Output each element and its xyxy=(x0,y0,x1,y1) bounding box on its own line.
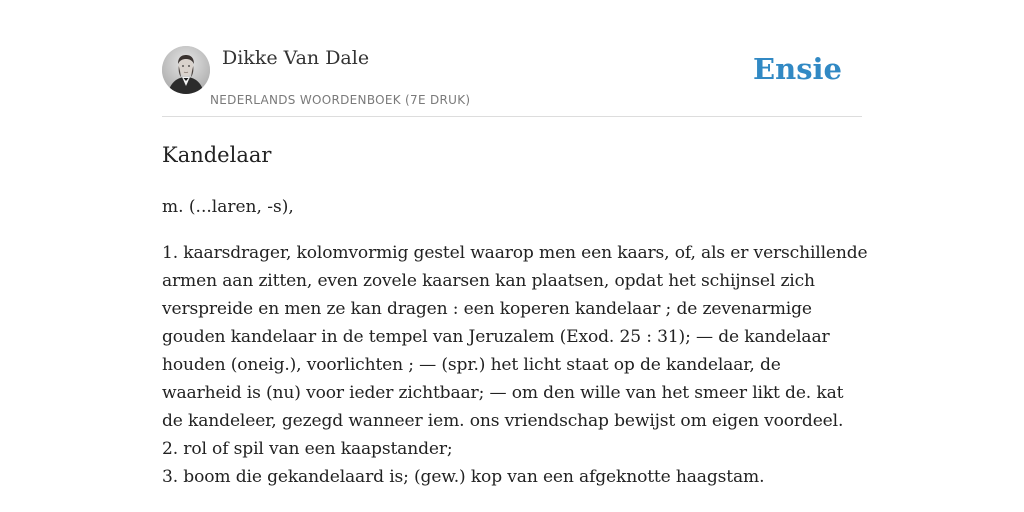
definition-line: 3. boom die gekandelaard is; (gew.) kop van een afgeknotte haagstam. xyxy=(162,467,765,487)
definition-line: armen aan zitten, even zovele kaarsen kan plaatsen, opdat het schijnsel zich xyxy=(162,271,815,291)
author-portrait-icon xyxy=(162,46,210,94)
author-name[interactable]: Dikke Van Dale xyxy=(222,47,370,69)
source-title[interactable]: NEDERLANDS WOORDENBOEK (7E DRUK) xyxy=(210,93,471,107)
definition-line: 1. kaarsdrager, kolomvormig gestel waarop men een kaars, of, als er verschillende xyxy=(162,243,868,263)
definition-line: verspreide en men ze kan dragen : een koperen kandelaar ; de zevenarmige xyxy=(162,299,812,319)
entry-header xyxy=(162,46,862,117)
entry-grammar: m. (...laren, -s), xyxy=(162,197,294,217)
definition-line: houden (oneig.), voorlichten ; — (spr.) het licht staat op de kandelaar, de xyxy=(162,355,781,375)
entry-title: Kandelaar xyxy=(162,143,272,167)
definition-line: waarheid is (nu) voor ieder zichtbaar; — om den wille van het smeer likt de. kat xyxy=(162,383,844,403)
definition-line: gouden kandelaar in de tempel van Jeruzalem (Exod. 25 : 31); — de kandelaar xyxy=(162,327,830,347)
entry-definition xyxy=(162,239,867,491)
author-avatar-icon[interactable] xyxy=(162,46,210,94)
definition-line: de kandeleer, gezegd wanneer iem. ons vriendschap bewijst om eigen voordeel. xyxy=(162,411,844,431)
definition-line: 2. rol of spil van een kaapstander; xyxy=(162,439,453,459)
ensie-logo-link[interactable]: Ensie xyxy=(753,52,842,86)
